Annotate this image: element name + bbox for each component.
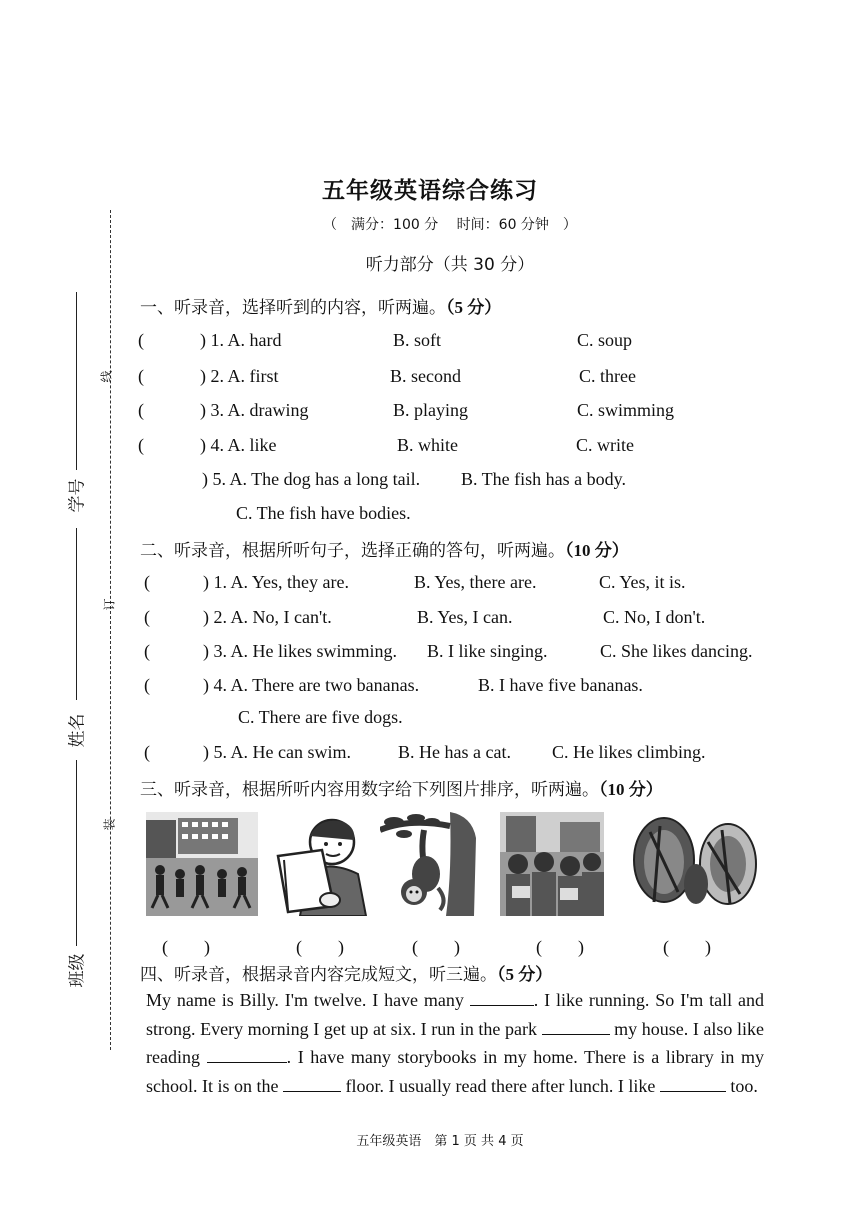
- s2-q5-paren: (: [144, 742, 150, 762]
- section4-heading: [140, 960, 552, 985]
- picture3-answer: ( ): [412, 937, 460, 957]
- s1-q3-paren: (: [138, 400, 144, 420]
- passage-part-5: floor. I usually read there after lunch. I like: [345, 1075, 656, 1096]
- exam-info: （ 满分：100 分 时间：60 分钟 ）: [323, 217, 577, 233]
- s2-q1-paren: (: [144, 572, 150, 592]
- s2-q5-a: ) 5. A. He can swim.: [203, 742, 351, 762]
- s2-q5-c: C. He likes climbing.: [552, 742, 706, 762]
- picture4-answer: ( ): [536, 937, 584, 957]
- section2-heading: [140, 536, 629, 561]
- page-title: 五年级英语综合练习: [322, 178, 538, 204]
- binding-mark-bind: 装: [102, 818, 117, 831]
- s1-q2-c: C. three: [579, 366, 636, 386]
- s2-q2-paren: (: [144, 607, 150, 627]
- s1-q3-c: C. swimming: [577, 400, 675, 420]
- s1-q3-b: B. playing: [393, 400, 468, 420]
- passage-part-6: too.: [730, 1075, 758, 1096]
- s2-q3-c: C. She likes dancing.: [600, 641, 753, 661]
- binding-dashed-line: [110, 210, 111, 1050]
- s2-q2-b: B. Yes, I can.: [417, 607, 513, 627]
- name-blank-line: [76, 528, 77, 700]
- s2-q1-c: C. Yes, it is.: [599, 572, 686, 592]
- picture5-answer: ( ): [663, 937, 711, 957]
- s1-q1-a: ) 1. A. hard: [200, 330, 282, 350]
- picture2-answer: ( ): [296, 937, 344, 957]
- s2-q4-paren: (: [144, 675, 150, 695]
- s1-q5-b: B. The fish has a body.: [461, 469, 626, 489]
- picture1-answer: ( ): [162, 937, 210, 957]
- section3-title: 三、听录音，根据所听内容用数字给下列图片排序，听两遍。: [140, 780, 599, 800]
- name-label: 姓名: [67, 713, 88, 748]
- page-footer: 五年级英语 第 1 页 共 4 页: [356, 1134, 524, 1149]
- section1-title: 一、听录音，选择听到的内容，听两遍。: [140, 298, 446, 318]
- s2-q5-b: B. He has a cat.: [398, 742, 511, 762]
- passage-part-3: my house. I also like reading: [146, 1018, 765, 1067]
- s1-q4-c: C. write: [576, 435, 634, 455]
- blank-1[interactable]: [470, 991, 534, 1006]
- s1-q1-c: C. soup: [577, 330, 633, 350]
- s1-q4-paren: (: [138, 435, 144, 455]
- s2-q3-paren: (: [144, 641, 150, 661]
- section2-score: （10 分）: [565, 541, 629, 560]
- passage-part-4: . I have many storybooks in my home. There is a library in my school. It is on the: [146, 1047, 764, 1096]
- s2-q4-c: C. There are five dogs.: [238, 707, 403, 727]
- cloze-passage: [146, 986, 764, 1100]
- passage-part-2: . I like running. So I'm tall and strong. Every morning I get up at six. I run in the park: [146, 990, 765, 1039]
- blank-4[interactable]: [283, 1077, 341, 1092]
- s2-q2-a: ) 2. A. No, I can't.: [203, 607, 332, 627]
- s2-q3-b: B. I like singing.: [427, 641, 548, 661]
- s1-q1-b: B. soft: [393, 330, 442, 350]
- section3-heading: [140, 775, 663, 800]
- blank-5[interactable]: [660, 1077, 726, 1092]
- s1-q2-a: ) 2. A. first: [200, 366, 279, 386]
- s2-q4-a: ) 4. A. There are two bananas.: [203, 675, 420, 695]
- section1-score: （5 分）: [446, 298, 502, 317]
- binding-mark-staple: 订: [102, 598, 117, 611]
- people-reading-picture: [500, 812, 604, 916]
- s1-q1-paren: (: [138, 330, 144, 350]
- s1-q4-a: ) 4. A. like: [200, 435, 277, 455]
- boy-drawing-picture: [270, 812, 374, 916]
- passage-part-1: My name is Billy. I'm twelve. I have many: [146, 990, 464, 1010]
- children-running-picture: [146, 812, 258, 916]
- s1-q2-b: B. second: [390, 366, 461, 386]
- class-label: 班级: [67, 953, 88, 988]
- s2-q1-b: B. Yes, there are.: [414, 572, 537, 592]
- s1-q5-a: ) 5. A. The dog has a long tail.: [202, 469, 421, 489]
- s2-q4-b: B. I have five bananas.: [478, 675, 643, 695]
- s1-q2-paren: (: [138, 366, 144, 386]
- s1-q4-b: B. white: [397, 435, 458, 455]
- s2-q3-a: ) 3. A. He likes swimming.: [203, 641, 397, 661]
- section3-score: （10 分）: [599, 780, 663, 799]
- s2-q1-a: ) 1. A. Yes, they are.: [203, 572, 349, 592]
- s2-q2-c: C. No, I don't.: [603, 607, 706, 627]
- student-id-label: 学号: [67, 478, 88, 513]
- blank-3[interactable]: [207, 1048, 287, 1063]
- blank-2[interactable]: [542, 1020, 610, 1035]
- class-blank-line: [76, 760, 77, 946]
- binding-mark-line: 线: [99, 370, 114, 383]
- part-heading: 听力部分（共 30 分）: [365, 255, 535, 275]
- monkey-climbing-picture: [380, 812, 480, 916]
- s1-q5-c: C. The fish have bodies.: [236, 503, 411, 523]
- section1-heading: [140, 293, 501, 318]
- section4-title: 四、听录音，根据录音内容完成短文，听三遍。: [140, 965, 497, 985]
- s1-q3-a: ) 3. A. drawing: [200, 400, 309, 420]
- cut-fruit-picture: [630, 812, 758, 916]
- section2-title: 二、听录音，根据所听句子，选择正确的答句，听两遍。: [140, 541, 565, 561]
- student-id-blank-line: [76, 292, 77, 470]
- section4-score: （5 分）: [497, 965, 553, 984]
